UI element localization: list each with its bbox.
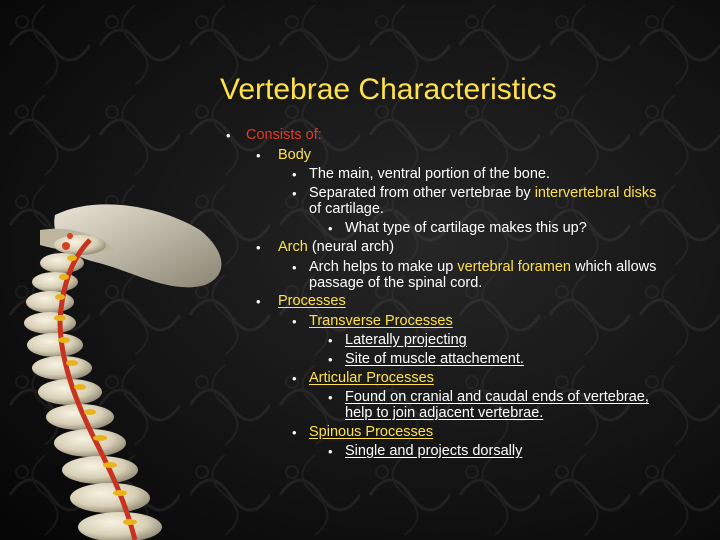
bullet-marker: • [328,390,333,405]
arch-helps-part: Arch helps to make up [309,259,458,275]
processes-link[interactable]: Processes [278,293,346,309]
slide-title: Vertebrae Characteristics [220,73,557,106]
intervertebral-disks-link[interactable]: intervertebral disks [534,185,657,201]
bullet-marker: • [256,148,261,163]
spinous-processes-link[interactable]: Spinous Processes [309,424,434,440]
vertebral-foramen-link[interactable]: vertebral foramen [457,259,571,275]
main-ventral-text: The main, ventral portion of the bone. [309,166,551,182]
bullet-marker: • [292,186,297,201]
separated-text-cont: of cartilage. [309,201,384,217]
bullet-marker: • [256,240,261,255]
articular-processes-link[interactable]: Articular Processes [309,370,434,386]
arch-text [278,239,394,256]
adjacent-vertebrae-link[interactable]: help to join adjacent vertebrae. [345,405,544,421]
bullet-marker: • [292,371,297,386]
arch-link[interactable]: Arch [278,239,308,255]
bullet-marker: • [328,352,333,367]
bullet-marker: • [328,444,333,459]
body-text: Body [278,147,312,163]
arch-helps-part: which allows [570,259,657,275]
bullet-marker: • [292,425,297,440]
arch-rest-text: (neural arch) [307,239,395,255]
bullet-marker: • [328,221,333,236]
bullet-marker: • [292,314,297,329]
arch-helps-cont: passage of the spinal cord. [309,275,483,291]
cranial-caudal-link[interactable]: Found on cranial and caudal ends of vertebrae, [345,389,649,405]
bullet-marker: • [226,128,231,143]
laterally-projecting-link[interactable]: Laterally projecting [345,332,467,348]
transverse-processes-link[interactable]: Transverse Processes [309,313,453,329]
bullet-marker: • [292,167,297,182]
bullet-marker: • [256,294,261,309]
muscle-attachment-link[interactable]: Site of muscle attachement. [345,351,524,367]
arch-helps-text [309,259,656,276]
what-type-text: What type of cartilage makes this up? [345,220,587,236]
separated-text [309,185,656,202]
bullet-marker: • [292,260,297,275]
separated-text-part: Separated from other vertebrae by [309,185,535,201]
consists-of-text: Consists of: [246,127,322,143]
bullet-marker: • [328,333,333,348]
projects-dorsally-link[interactable]: Single and projects dorsally [345,443,523,459]
